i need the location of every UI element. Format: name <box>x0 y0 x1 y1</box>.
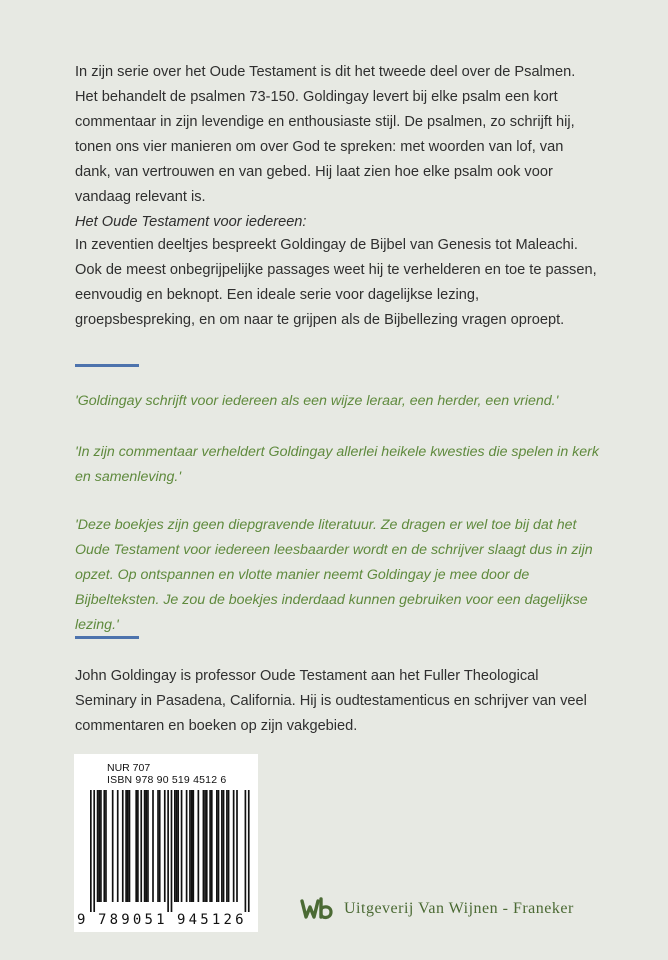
barcode-bar <box>122 790 124 902</box>
barcode-bar <box>135 790 137 902</box>
barcode-bar <box>145 790 147 902</box>
barcode-bar <box>236 790 238 902</box>
barcode-bar <box>157 790 159 902</box>
barcode-bars <box>74 790 258 914</box>
barcode-digit-left: 789051 <box>98 912 168 928</box>
barcode-digit-lead: 9 <box>77 912 86 928</box>
barcode-bar <box>192 790 194 902</box>
barcode-bar <box>216 790 218 902</box>
series-paragraph: In zeventien deeltjes bespreekt Goldingay de Bijbel van Genesis tot Maleachi. Ook de meest onbegrijpelijke passages weet hij te verhelderen en toe te passen, eenvoudig en beknopt. Een ideale serie voor dagelijkse lezing, groepsbespreking, en om naar te grijpen als de Bijbellezing vragen oproept. <box>75 237 597 328</box>
barcode-bar <box>204 790 206 902</box>
barcode-bar <box>174 790 176 902</box>
barcode-bar <box>226 790 228 902</box>
barcode-bar <box>177 790 179 902</box>
divider-rule-top <box>75 364 139 367</box>
publisher-logo-icon <box>300 897 334 921</box>
review-quote-2: 'In zijn commentaar verheldert Goldingay allerlei heikele kwesties die spelen in kerk en samenleving.' <box>75 444 599 485</box>
barcode-bar <box>171 790 173 912</box>
barcode-bar <box>186 790 188 902</box>
intro-paragraph: In zijn serie over het Oude Testament is dit het tweede deel over de Psalmen. Het behandelt de psalmen 73-150. Goldingay levert bij elke psalm een kort commentaar in zijn levendige en enthousiaste stijl. De psalmen, zo schrijft hij, tonen ons vier manieren om over God te spreken: met woorden van lof, van dank, van vertrouwen en van gebed. Hij laat zien hoe elke psalm ook voor vandaag relevant is. <box>75 64 576 205</box>
barcode-bar <box>98 790 100 902</box>
isbn-number: ISBN 978 90 519 4512 6 <box>107 774 227 786</box>
barcode-bar <box>159 790 161 902</box>
barcode-bar <box>147 790 149 902</box>
barcode-bar <box>206 790 208 902</box>
barcode-bar <box>221 790 223 902</box>
author-bio: John Goldingay is professor Oude Testament aan het Fuller Theological Seminary in Pasadena, California. Hij is oudtestamenticus en schrijver van veel commentaren en boeken op zijn vakgebied. <box>75 668 587 734</box>
barcode-bar <box>209 790 211 902</box>
review-quote-1: 'Goldingay schrijft voor iedereen als een wijze leraar, een herder, een vriend.' <box>75 393 559 409</box>
barcode-bar <box>189 790 191 902</box>
publisher-name: Uitgeverij Van Wijnen - Franeker <box>344 900 574 917</box>
barcode-bar <box>129 790 131 902</box>
barcode-bar <box>164 790 166 902</box>
barcode-bar <box>93 790 95 912</box>
barcode-bar <box>228 790 230 902</box>
barcode-bar <box>198 790 200 902</box>
barcode-bar <box>125 790 127 902</box>
barcode-digit-right: 945126 <box>177 912 247 928</box>
barcode-bar <box>218 790 220 902</box>
barcode-bar <box>211 790 213 902</box>
barcode-bar <box>117 790 119 902</box>
barcode-bar <box>90 790 92 912</box>
barcode-bar <box>100 790 102 902</box>
barcode-bar <box>223 790 225 902</box>
barcode-bar <box>245 790 247 912</box>
barcode-bar <box>167 790 169 912</box>
publisher-block <box>300 895 574 923</box>
barcode-bar <box>112 790 114 902</box>
barcode-bar <box>127 790 129 902</box>
barcode-bar <box>248 790 250 912</box>
barcode-bar <box>97 790 99 902</box>
series-heading: Het Oude Testament voor iedereen: <box>75 214 307 230</box>
barcode-bar <box>203 790 205 902</box>
review-quote-3: 'Deze boekjes zijn geen diepgravende literatuur. Ze dragen er wel toe bij dat het Oude Testament voor iedereen leesbaarder wordt en de schrijver slaagt dus in zijn opzet. Op ontspannen en vlotte manier neemt Goldingay je mee door de Bijbelteksten. Je zou de boekjes inderdaad kunnen gebruiken voor een dagelijkse lezing.' <box>75 517 593 633</box>
nur-code: NUR 707 <box>107 762 151 774</box>
barcode-bar <box>137 790 139 902</box>
divider-rule-bottom <box>75 636 139 639</box>
isbn-barcode <box>74 754 258 932</box>
barcode-bar <box>233 790 235 902</box>
barcode-bar <box>191 790 193 902</box>
barcode-bar <box>140 790 142 902</box>
barcode-bar <box>181 790 183 902</box>
barcode-bar <box>152 790 154 902</box>
barcode-bar <box>176 790 178 902</box>
barcode-bar <box>144 790 146 902</box>
barcode-bar <box>103 790 105 902</box>
barcode-bar <box>105 790 107 902</box>
